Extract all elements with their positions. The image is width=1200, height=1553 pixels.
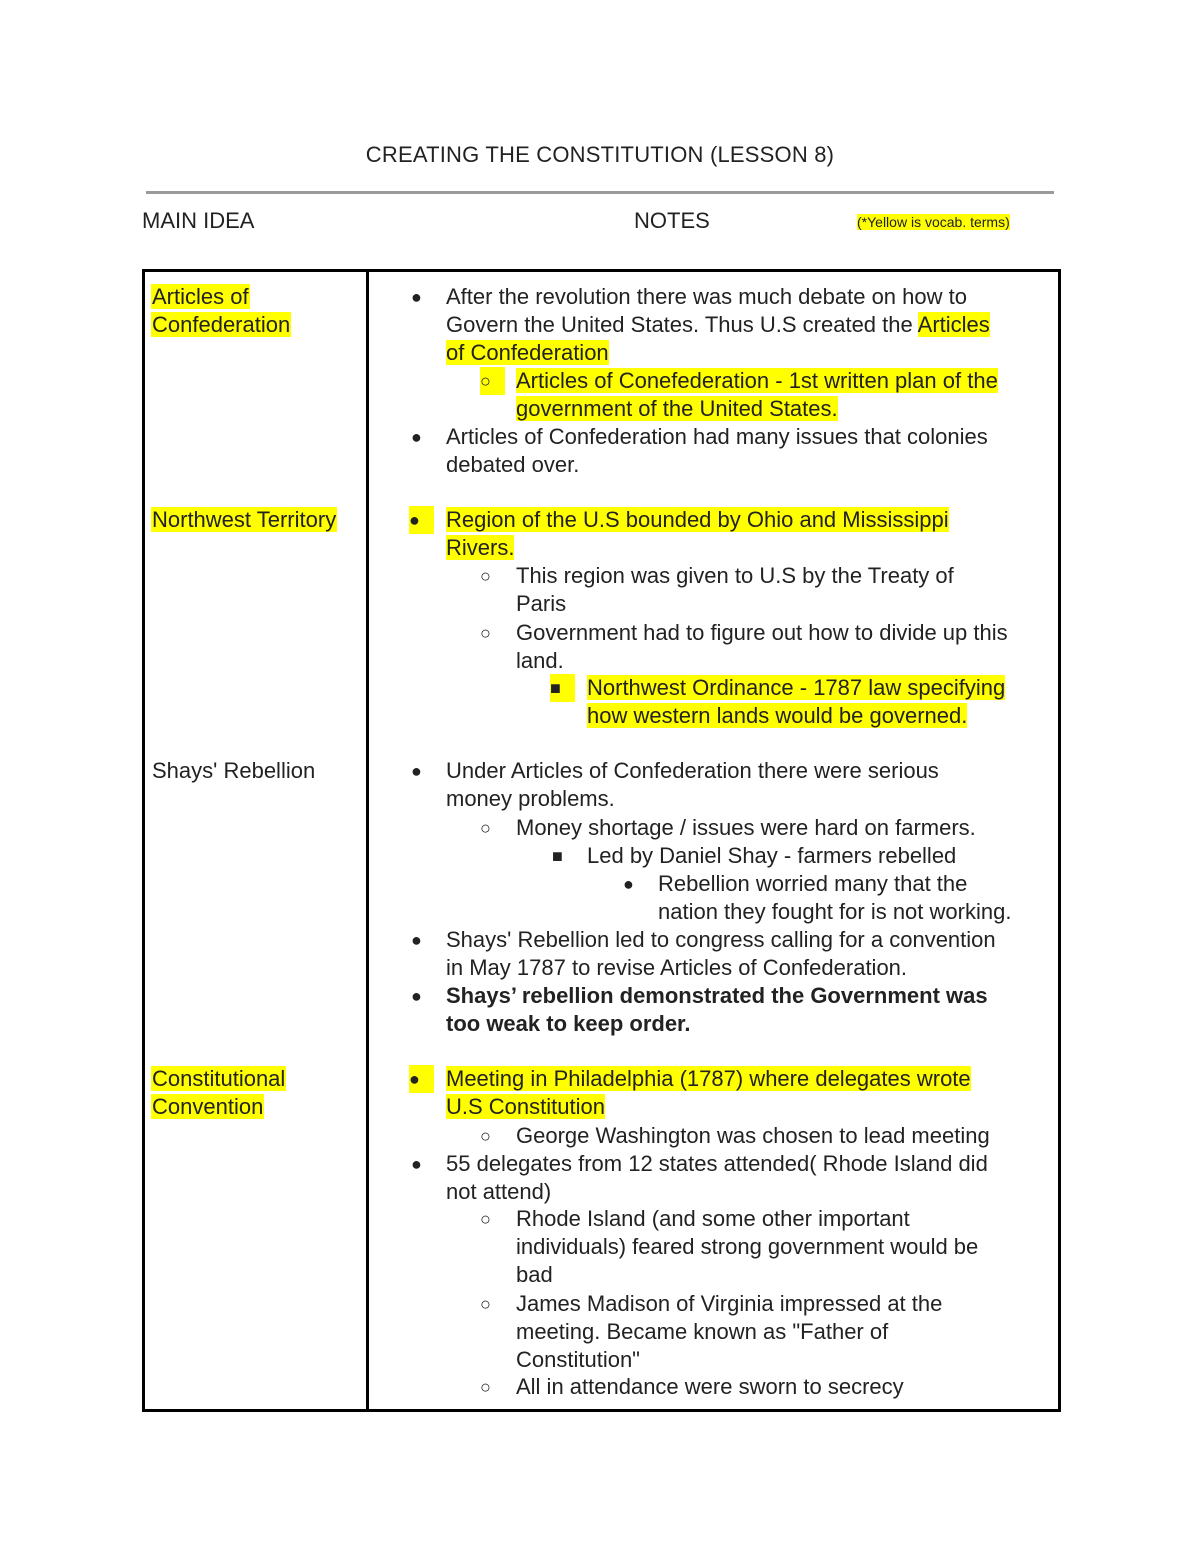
disc-bullet-icon: ●	[409, 506, 434, 534]
note-item: After the revolution there was much debate on how to Govern the United States. Thus U.S created the Articles of Confederation	[446, 284, 990, 365]
circle-bullet-icon: ○	[480, 818, 491, 838]
note-item: Government had to figure out how to divide up this land.	[516, 620, 1008, 673]
page-title: CREATING THE CONSTITUTION (LESSON 8)	[365, 142, 835, 167]
note-item: Shays’ rebellion demonstrated the Government was too weak to keep order.	[446, 983, 988, 1036]
title-divider	[146, 191, 1054, 194]
note-item: George Washington was chosen to lead meeting	[516, 1123, 990, 1148]
circle-bullet-icon: ○	[480, 1209, 491, 1229]
disc-bullet-icon: ●	[411, 986, 422, 1006]
main-idea-column	[144, 271, 368, 1411]
note-item: Meeting in Philadelphia (1787) where delegates wrote U.S Constitution	[446, 1066, 971, 1119]
circle-bullet-icon: ○	[480, 566, 491, 586]
note-item: James Madison of Virginia impressed at the meeting. Became known as "Father of Constitution"	[516, 1291, 943, 1372]
disc-bullet-icon: ●	[411, 427, 422, 447]
disc-bullet-icon: ●	[411, 287, 422, 307]
note-item: Rhode Island (and some other important individuals) feared strong government would be bad	[516, 1206, 979, 1287]
disc-bullet-icon: ●	[411, 1154, 422, 1174]
topic-shays-rebellion: Shays' Rebellion	[152, 758, 316, 783]
square-bullet-icon: ■	[552, 846, 563, 866]
circle-bullet-icon: ○	[480, 1294, 491, 1314]
note-item: Articles of Confederation had many issues that colonies debated over.	[446, 424, 988, 477]
circle-bullet-icon: ○	[480, 1126, 491, 1146]
vocab-hint-text: (*Yellow is vocab. terms)	[857, 214, 1010, 230]
note-item: Under Articles of Confederation there were serious money problems.	[446, 758, 939, 811]
note-item: All in attendance were sworn to secrecy	[516, 1374, 904, 1399]
topic-constitutional-convention: Constitutional Convention	[152, 1066, 286, 1119]
main-idea-header: MAIN IDEA	[142, 208, 255, 233]
note-item: Led by Daniel Shay - farmers rebelled	[587, 843, 957, 868]
circle-bullet-icon: ○	[480, 623, 491, 643]
disc-bullet-icon: ●	[409, 1065, 434, 1093]
note-item: Rebellion worried many that the nation they fought for is not working.	[658, 871, 1012, 924]
disc-bullet-icon: ●	[411, 930, 422, 950]
note-item: Articles of Conefederation - 1st written plan of the government of the United States.	[516, 368, 998, 421]
note-item: Money shortage / issues were hard on farmers.	[516, 815, 976, 840]
note-item: Shays' Rebellion led to congress calling for a convention in May 1787 to revise Articles of Confederation.	[446, 927, 996, 980]
disc-bullet-icon: ●	[411, 761, 422, 781]
note-item: Northwest Ordinance - 1787 law specifying how western lands would be governed.	[587, 675, 1006, 728]
disc-bullet-icon: ●	[623, 874, 634, 894]
circle-bullet-icon: ○	[480, 367, 505, 395]
note-item: Region of the U.S bounded by Ohio and Mississippi Rivers.	[446, 507, 949, 560]
notes-header: NOTES	[634, 208, 710, 233]
circle-bullet-icon: ○	[480, 1377, 491, 1397]
note-item: 55 delegates from 12 states attended( Rhode Island did not attend)	[446, 1151, 988, 1204]
topic-articles-of-confederation: Articles of Confederation	[152, 284, 291, 337]
square-bullet-icon: ■	[550, 674, 575, 702]
topic-northwest-territory: Northwest Territory	[152, 507, 337, 532]
vocab-hint	[857, 214, 1010, 230]
note-item: This region was given to U.S by the Treaty of Paris	[516, 563, 954, 616]
